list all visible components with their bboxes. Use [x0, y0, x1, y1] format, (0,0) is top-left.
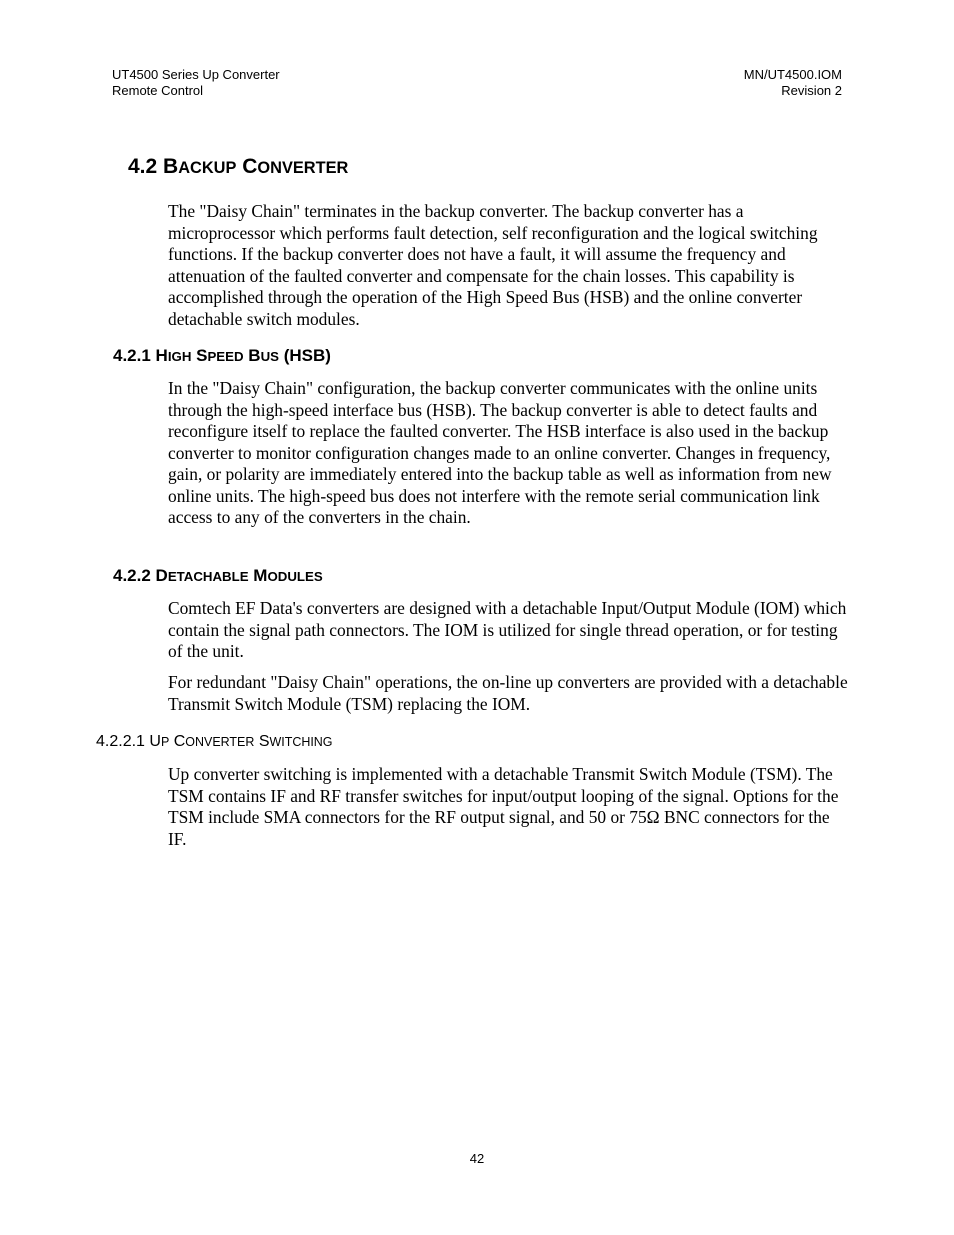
heading-title [163, 155, 348, 178]
heading-4-2-2-1 [96, 733, 333, 751]
cap: C [242, 155, 258, 178]
header-left [112, 67, 280, 99]
smallcaps: P [160, 735, 170, 749]
smallcaps: ONVERTER [185, 735, 255, 749]
cap: U [149, 733, 161, 750]
paragraph-4-2-2-b: For redundant "Daisy Chain" operations, the on-line up converters are provided with a detachable Transmit Switch Module (TSM) replacing the IOM. [168, 672, 848, 714]
cap: M [253, 566, 268, 585]
header-revision: Revision 2 [781, 83, 842, 98]
heading-number: 4.2.2.1 [96, 733, 145, 750]
smallcaps: ACKUP [178, 159, 237, 177]
cap: S [258, 733, 270, 750]
heading-number: 4.2 [128, 155, 158, 178]
cap: D [155, 566, 168, 585]
smallcaps: ETACHABLE [167, 569, 249, 584]
cap: H [155, 346, 168, 365]
smallcaps: IGH [167, 349, 192, 364]
header-document-title: UT4500 Series Up Converter [112, 67, 280, 82]
paragraph-4-2-2-a: Comtech EF Data's converters are designed with a detachable Input/Output Module (IOM) which contain the signal path connectors. The IOM is utilized for single thread operation, or for testing of the unit. [168, 598, 847, 661]
heading-4-2 [128, 155, 348, 179]
heading-suffix: (HSB) [283, 346, 331, 365]
page-number: 42 [469, 1151, 485, 1166]
cap: S [196, 346, 208, 365]
heading-number: 4.2.1 [113, 346, 151, 365]
header-manual-number: MN/UT4500.IOM [743, 67, 842, 82]
heading-4-2-1 [113, 346, 331, 366]
smallcaps: WITCHING [269, 735, 333, 749]
cap: C [173, 733, 186, 750]
smallcaps: PEED [207, 349, 244, 364]
cap: B [248, 346, 261, 365]
heading-4-2-2 [113, 566, 323, 586]
paragraph-4-2-2-1: Up converter switching is implemented with a detachable Transmit Switch Module (TSM). The TSM contains IF and RF transfer switches for input/output looping of the signal. Options for the TSM include SMA connectors for the RF output signal, and 50 or 75Ω BNC connectors for the IF. [168, 764, 839, 849]
paragraph-4-2-1: In the "Daisy Chain" configuration, the backup converter communicates with the online units through the high-speed interface bus (HSB). The backup converter is able to detect faults and reconfigure itself to replace the faulted converter. The HSB interface is also used in the backup converter to monitor configuration changes made to an online converter. Changes in frequency, gain, or polarity are immediately entered into the backup table as well as information from new online units. The high-speed bus does not interfere with the remote serial communication link access to any of the converters in the chain. [168, 378, 832, 527]
heading-number: 4.2.2 [113, 566, 151, 585]
smallcaps: US [260, 349, 279, 364]
smallcaps: ONVERTER [257, 159, 349, 177]
paragraph-4-2: The "Daisy Chain" terminates in the backup converter. The backup converter has a microprocessor which performs fault detection, self reconfiguration and the logical switching functions. If the backup converter does not have a fault, it will assume the frequency and attenuation of the faulted converter and compensate for the chain losses. This capability is accomplished through the operation of the High Speed Bus (HSB) and the online converter detachable switch modules. [168, 201, 818, 329]
header-right [744, 67, 842, 99]
smallcaps: ODULES [267, 569, 323, 584]
cap: B [163, 155, 179, 178]
header-chapter-title: Remote Control [112, 83, 204, 98]
